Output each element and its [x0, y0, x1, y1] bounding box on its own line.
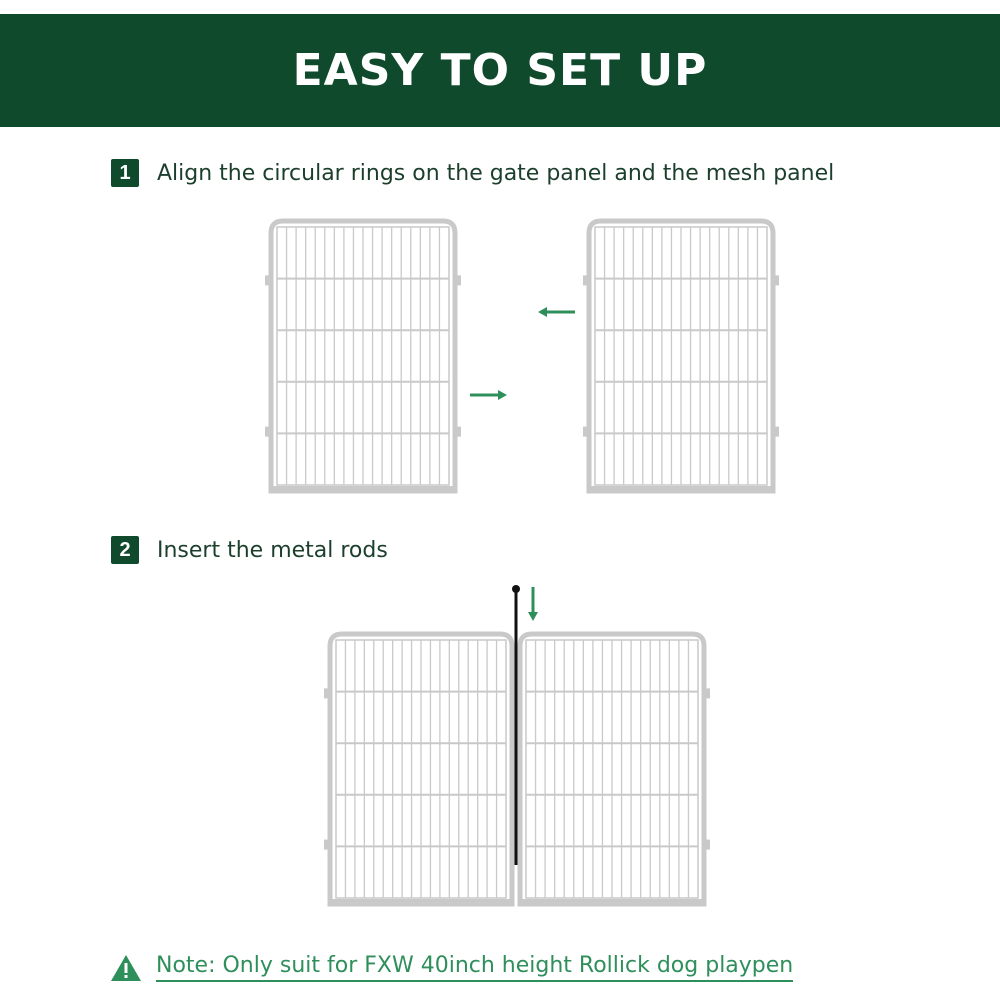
arrow-down-icon [528, 587, 538, 621]
header-banner [0, 14, 1000, 127]
arrow-left-icon [538, 307, 575, 317]
step-1-text: Align the circular rings on the gate panel and the mesh panel [157, 160, 835, 186]
step-2-illustration [0, 580, 1000, 910]
step-2-number: 2 [111, 536, 139, 564]
step-1-number: 1 [111, 159, 139, 187]
step-1 [111, 159, 834, 187]
compatibility-note [110, 953, 793, 982]
joined-panel-left [324, 634, 512, 904]
mesh-panel-right [583, 221, 779, 491]
page-title: EASY TO SET UP [292, 45, 708, 96]
step-2 [111, 536, 388, 564]
step-2-text: Insert the metal rods [157, 537, 388, 563]
joined-panel-right [520, 634, 710, 904]
warning-icon [110, 954, 142, 982]
note-text: Note: Only suit for FXW 40inch height Rollick dog playpen [156, 953, 793, 982]
step-1-illustration [0, 200, 1000, 510]
arrow-right-icon [470, 390, 507, 400]
gate-panel-left [265, 221, 461, 491]
